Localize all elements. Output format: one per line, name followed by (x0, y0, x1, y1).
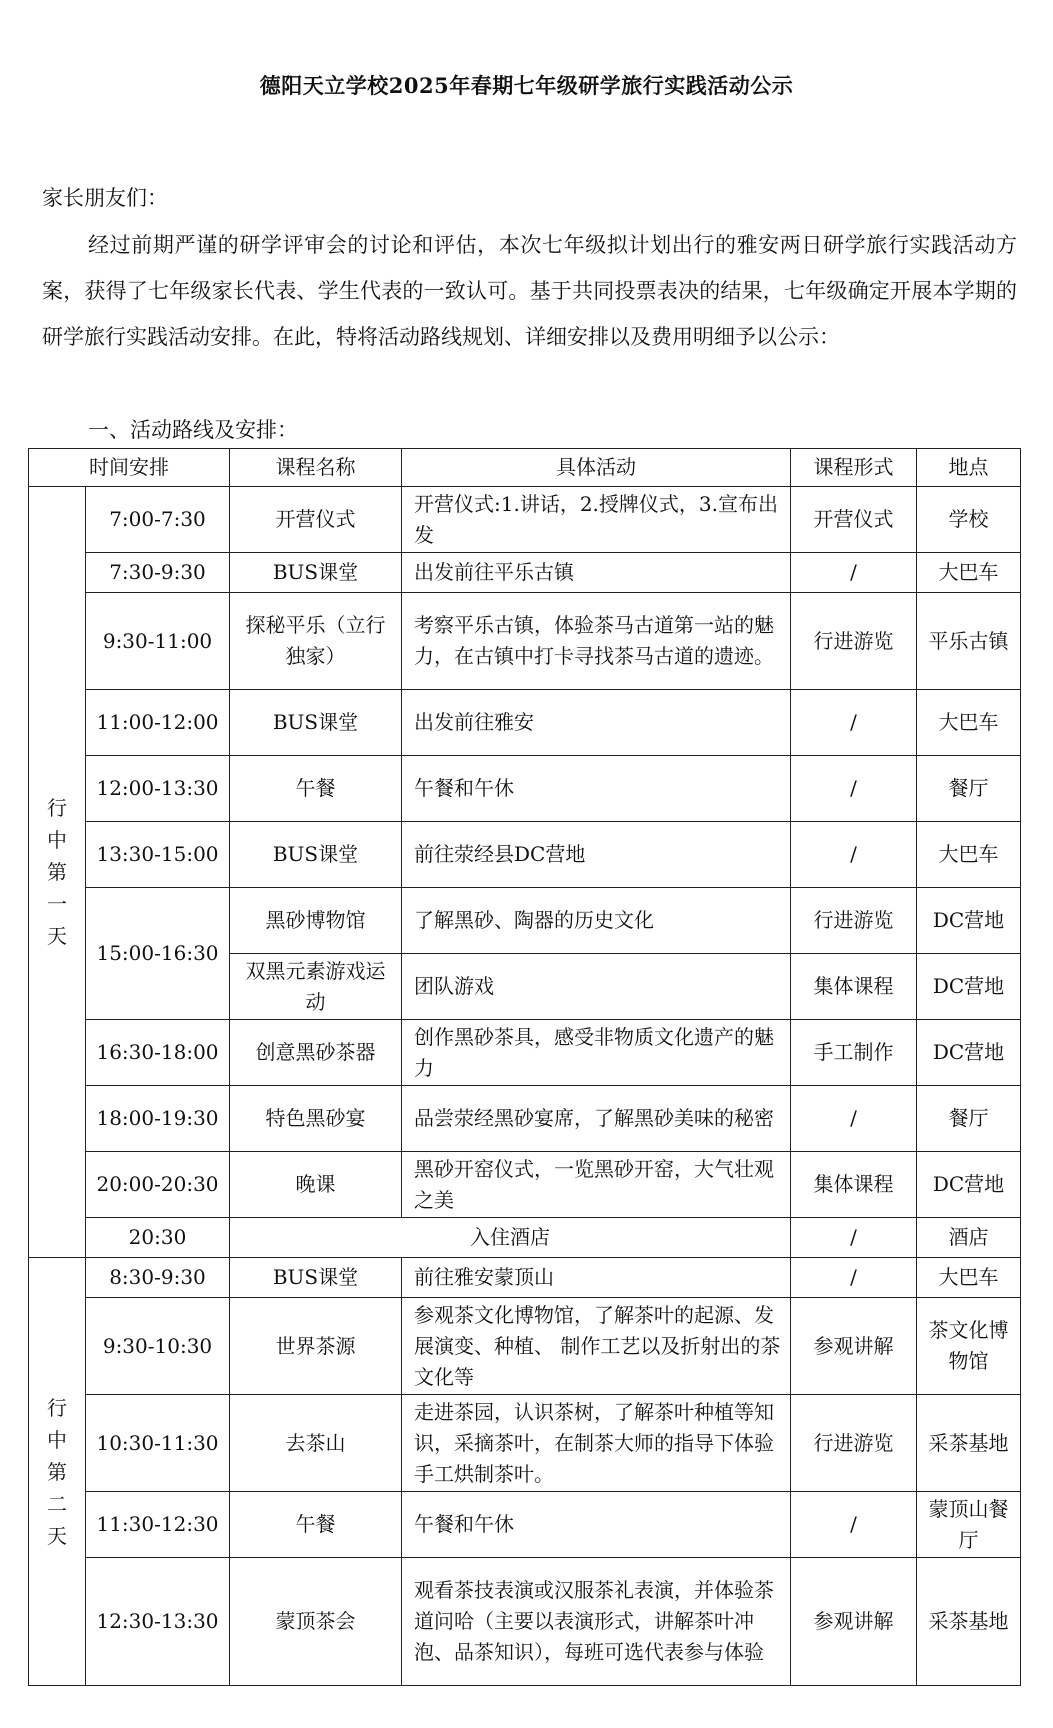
table-row (29, 1298, 1021, 1395)
activity-cell: 黑砂开窑仪式，一览黑砂开窑，大气壮观之美 (402, 1152, 791, 1218)
course-cell: 黑砂博物馆 (230, 888, 402, 954)
activity-cell: 创作黑砂茶具，感受非物质文化遗产的魅力 (402, 1020, 791, 1086)
form-cell: 开营仪式 (791, 487, 917, 553)
activity-cell: 观看茶技表演或汉服茶礼表演，并体验茶道问哈（主要以表演形式，讲解茶叶冲泡、品茶知识），每班可选代表参与体验 (402, 1558, 791, 1686)
place-cell: 餐厅 (917, 1086, 1021, 1152)
place-cell: 大巴车 (917, 822, 1021, 888)
course-cell: 双黑元素游戏运动 (230, 954, 402, 1020)
activity-cell: 前往雅安蒙顶山 (402, 1258, 791, 1298)
time-cell: 7:30-9:30 (86, 553, 230, 593)
place-cell: 平乐古镇 (917, 593, 1021, 690)
header-place: 地点 (917, 449, 1021, 487)
table-row (29, 1218, 1021, 1258)
greeting: 家长朋友们： (42, 186, 168, 210)
activity-cell: 了解黑砂、陶器的历史文化 (402, 888, 791, 954)
time-cell: 13:30-15:00 (86, 822, 230, 888)
form-cell: / (791, 822, 917, 888)
course-cell: 开营仪式 (230, 487, 402, 553)
table-row (29, 888, 1021, 954)
time-cell: 20:00-20:30 (86, 1152, 230, 1218)
time-cell: 9:30-11:00 (86, 593, 230, 690)
table-row (29, 1258, 1021, 1298)
place-cell: DC营地 (917, 954, 1021, 1020)
activity-cell: 出发前往平乐古镇 (402, 553, 791, 593)
course-cell: BUS课堂 (230, 822, 402, 888)
header-course: 课程名称 (230, 449, 402, 487)
activity-cell: 前往荥经县DC营地 (402, 822, 791, 888)
activity-cell: 开营仪式:1.讲话，2.授牌仪式，3.宣布出发 (402, 487, 791, 553)
place-cell: 大巴车 (917, 690, 1021, 756)
time-cell: 11:00-12:00 (86, 690, 230, 756)
table-row (29, 1152, 1021, 1218)
intro-paragraph: 经过前期严谨的研学评审会的讨论和评估，本次七年级拟计划出行的雅安两日研学旅行实践活动方案，获得了七年级家长代表、学生代表的一致认可。基于共同投票表决的结果，七年级确定开展本学期的研学旅行实践活动安排。在此，特将活动路线规划、详细安排以及费用明细予以公示： (42, 233, 1017, 349)
place-cell: 学校 (917, 487, 1021, 553)
form-cell: / (791, 756, 917, 822)
form-cell: / (791, 1218, 917, 1258)
table-row (29, 1086, 1021, 1152)
time-cell: 18:00-19:30 (86, 1086, 230, 1152)
place-cell: 采茶基地 (917, 1558, 1021, 1686)
table-row (29, 1492, 1021, 1558)
course-cell: BUS课堂 (230, 690, 402, 756)
activity-cell: 参观茶文化博物馆，了解茶叶的起源、发展演变、种植、 制作工艺以及折射出的茶文化等 (402, 1298, 791, 1395)
place-cell: DC营地 (917, 1152, 1021, 1218)
time-cell: 20:30 (86, 1218, 230, 1258)
time-cell: 7:00-7:30 (86, 487, 230, 553)
course-cell: 探秘平乐（立行独家） (230, 593, 402, 690)
form-cell: / (791, 553, 917, 593)
table-row (29, 690, 1021, 756)
course-cell: 去茶山 (230, 1395, 402, 1492)
place-cell: 酒店 (917, 1218, 1021, 1258)
time-cell: 10:30-11:30 (86, 1395, 230, 1492)
activity-cell: 入住酒店 (230, 1218, 791, 1258)
time-cell: 12:00-13:30 (86, 756, 230, 822)
course-cell: 午餐 (230, 756, 402, 822)
section-heading: 一、活动路线及安排： (88, 418, 298, 442)
time-cell: 15:00-16:30 (86, 888, 230, 1020)
course-cell: 午餐 (230, 1492, 402, 1558)
place-cell: 采茶基地 (917, 1395, 1021, 1492)
course-cell: 特色黑砂宴 (230, 1086, 402, 1152)
course-cell: BUS课堂 (230, 553, 402, 593)
course-cell: 晚课 (230, 1152, 402, 1218)
header-form: 课程形式 (791, 449, 917, 487)
day1-label: 行 中 第 一 天 (29, 487, 86, 1258)
activity-cell: 团队游戏 (402, 954, 791, 1020)
activity-cell: 午餐和午休 (402, 756, 791, 822)
place-cell: 蒙顶山餐厅 (917, 1492, 1021, 1558)
form-cell: 参观讲解 (791, 1298, 917, 1395)
activity-cell: 午餐和午休 (402, 1492, 791, 1558)
time-cell: 11:30-12:30 (86, 1492, 230, 1558)
form-cell: 行进游览 (791, 1395, 917, 1492)
table-row (29, 487, 1021, 553)
course-cell: 蒙顶茶会 (230, 1558, 402, 1686)
table-row (29, 822, 1021, 888)
table-header-row (29, 449, 1021, 487)
activity-cell: 品尝荥经黑砂宴席，了解黑砂美味的秘密 (402, 1086, 791, 1152)
course-cell: 世界茶源 (230, 1298, 402, 1395)
time-cell: 16:30-18:00 (86, 1020, 230, 1086)
activity-cell: 考察平乐古镇，体验茶马古道第一站的魅力，在古镇中打卡寻找茶马古道的遗迹。 (402, 593, 791, 690)
day2-label: 行 中 第 二 天 (29, 1258, 86, 1686)
place-cell: 大巴车 (917, 1258, 1021, 1298)
table-row (29, 756, 1021, 822)
place-cell: DC营地 (917, 1020, 1021, 1086)
activity-cell: 出发前往雅安 (402, 690, 791, 756)
course-cell: BUS课堂 (230, 1258, 402, 1298)
document-title: 德阳天立学校2025年春期七年级研学旅行实践活动公示 (259, 73, 794, 98)
form-cell: / (791, 1258, 917, 1298)
place-cell: DC营地 (917, 888, 1021, 954)
form-cell: 行进游览 (791, 888, 917, 954)
form-cell: 集体课程 (791, 1152, 917, 1218)
place-cell: 茶文化博物馆 (917, 1298, 1021, 1395)
table-row (29, 1558, 1021, 1686)
place-cell: 餐厅 (917, 756, 1021, 822)
form-cell: 集体课程 (791, 954, 917, 1020)
header-activity: 具体活动 (402, 449, 791, 487)
time-cell: 12:30-13:30 (86, 1558, 230, 1686)
schedule-table (28, 448, 1021, 1686)
form-cell: / (791, 1086, 917, 1152)
form-cell: 参观讲解 (791, 1558, 917, 1686)
table-row (29, 1395, 1021, 1492)
header-time: 时间安排 (29, 449, 230, 487)
form-cell: 行进游览 (791, 593, 917, 690)
form-cell: / (791, 690, 917, 756)
activity-cell: 走进茶园，认识茶树，了解茶叶种植等知识，采摘茶叶，在制茶大师的指导下体验手工烘制茶叶。 (402, 1395, 791, 1492)
form-cell: 手工制作 (791, 1020, 917, 1086)
table-row (29, 553, 1021, 593)
form-cell: / (791, 1492, 917, 1558)
table-row (29, 1020, 1021, 1086)
table-row (29, 593, 1021, 690)
course-cell: 创意黑砂茶器 (230, 1020, 402, 1086)
time-cell: 8:30-9:30 (86, 1258, 230, 1298)
time-cell: 9:30-10:30 (86, 1298, 230, 1395)
place-cell: 大巴车 (917, 553, 1021, 593)
